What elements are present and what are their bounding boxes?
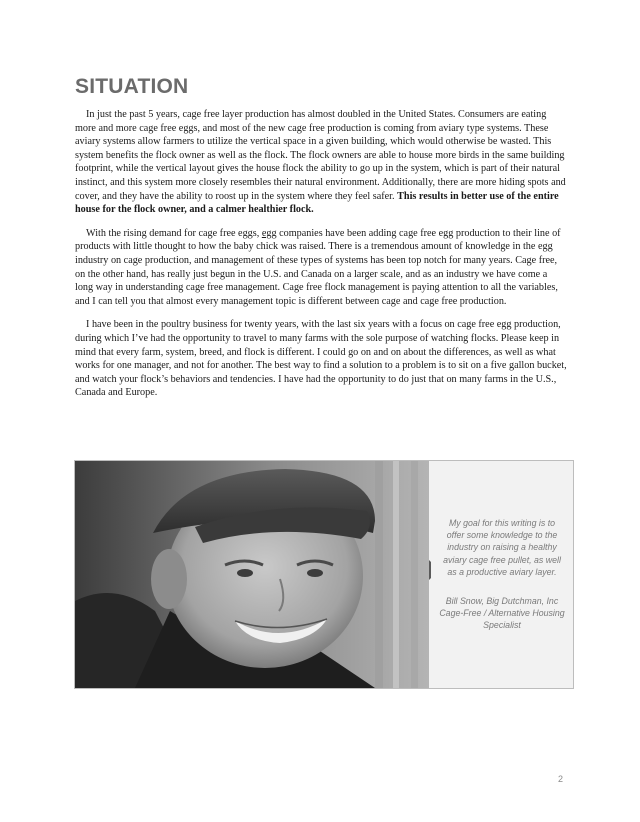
paragraph-2-text-start: With the rising demand for cage free eggs, bbox=[86, 227, 262, 239]
section-heading: SITUATION bbox=[75, 75, 189, 98]
body-text bbox=[75, 108, 567, 410]
paragraph-1-bold: This results in better use of the entire house for the flock owner, and a calmer healthier flock. bbox=[75, 190, 559, 216]
paragraph-2-underlined: egg bbox=[261, 227, 277, 239]
paragraph-1-text: In just the past 5 years, cage free layer production has almost doubled in the United States. Consumers are eating more and more cage free eggs, and most of the new cage free production is coming from aviary type systems. These aviary systems allow farmers to utilize the vertical space in a given building, which would otherwise be wasted. This system benefits the flock owner as well as the flock. The flock owners are able to house more birds in the same building footprint, while the vertical layout gives the house flock the ability to go up in the system, which is part of their natural instinct, and this system more closely resembles their natural environment. Additionally, there are more hiding spots and cover, and they have the ability to roost up in the system where they feel safer. bbox=[75, 109, 566, 202]
paragraph-2 bbox=[75, 227, 567, 309]
caption-panel bbox=[431, 461, 573, 688]
quote-attribution: Bill Snow, Big Dutchman, Inc Cage-Free / Alternative Housing Specialist bbox=[439, 596, 565, 631]
portrait-illustration bbox=[75, 461, 429, 688]
paragraph-2-text-end: companies have been adding cage free egg production to their line of products with little thought to how the baby chick was raised. There is a tremendous amount of knowledge in the egg industry on cage production, and management of these types of systems has been top notch for many years. Cage free, on the other hand, has really just begun in the U.S. and Canada on a larger scale, and as an industry we have come a long way in understanding cage free management. Cage free flock management is paying attention to all the variables, and I can tell you that almost every management topic is different between cage and cage free production. bbox=[75, 227, 561, 307]
profile-figure bbox=[74, 460, 574, 689]
pull-quote: My goal for this writing is to offer some knowledge to the industry on raising a healthy aviary cage free pullet, as well as a productive aviary layer. bbox=[443, 518, 561, 577]
portrait-photo bbox=[75, 461, 429, 688]
page-number: 2 bbox=[558, 774, 564, 784]
paragraph-3: I have been in the poultry business for twenty years, with the last six years with a focus on cage free egg production, during which I’ve had the opportunity to travel to many farms with the sole purpose of watching flocks. Please keep in mind that every farm, system, breed, and flock is different. I could go on and on about the differences, as well as what works for one manager, and not for another. The best way to find a solution to a problem is to sit on a five gallon bucket, and watch your flock’s behaviors and tendencies. I have had the opportunity to do just that on many farms in the U.S., Canada and Europe. bbox=[75, 319, 567, 399]
paragraph-1 bbox=[75, 108, 567, 217]
